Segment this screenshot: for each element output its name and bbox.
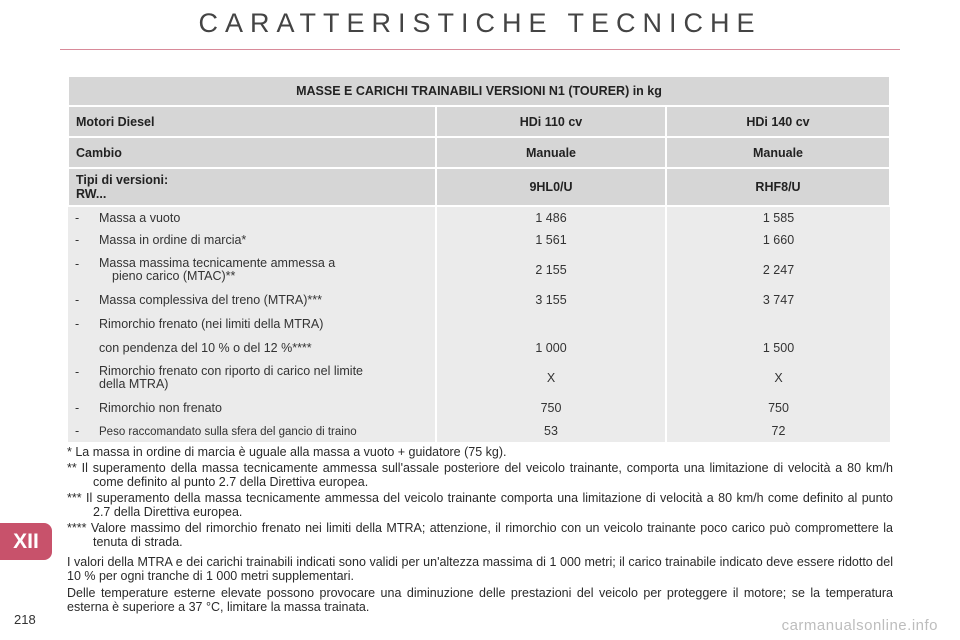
table-row — [68, 288, 890, 312]
row-value-2: 750 — [666, 396, 890, 420]
table-row — [68, 228, 890, 252]
row-label-line2: della MTRA) — [99, 377, 169, 391]
row-dash: - — [75, 365, 80, 379]
versions-label-line2: RW... — [76, 187, 107, 201]
row-value-2: 72 — [666, 420, 890, 442]
footnote-3: *** Il superamento della massa tecnicamente ammessa del veicolo trainante comporta una limitazione di velocità a 80 km/h come definito al punto 2.7 della Direttiva europea. — [67, 491, 893, 519]
row-label: Massa complessiva del treno (MTRA)*** — [99, 293, 322, 307]
row-value-2: 1 585 — [666, 206, 890, 228]
engine-col1: HDi 110 cv — [436, 106, 666, 137]
row-value-1: 1 000 — [436, 336, 666, 360]
row-label-line1: Rimorchio frenato con riporto di carico nel limite — [99, 364, 363, 378]
row-dash: - — [75, 233, 80, 247]
table-row — [68, 420, 890, 442]
row-value-1: 750 — [436, 396, 666, 420]
gearbox-row — [68, 137, 890, 168]
footnote-2: ** Il superamento della massa tecnicamente ammessa sull'assale posteriore del veicolo trainante, comporta una limitazione di velocità a 80 km/h come definito al punto 2.7 della Direttiva europea. — [67, 461, 893, 489]
row-dash: - — [75, 293, 80, 307]
versions-col2: RHF8/U — [666, 168, 890, 206]
gearbox-label: Cambio — [68, 137, 436, 168]
table-row — [68, 360, 890, 396]
row-label-line2: pieno carico (MTAC)** — [112, 269, 236, 283]
page-number: 218 — [14, 612, 36, 627]
table-row — [68, 312, 890, 336]
row-value-2: 1 500 — [666, 336, 890, 360]
table-title-row — [68, 76, 890, 106]
row-dash: - — [75, 424, 80, 438]
gearbox-col2: Manuale — [666, 137, 890, 168]
row-value-1: 3 155 — [436, 288, 666, 312]
footnotes — [67, 445, 893, 614]
row-value-2: 1 660 — [666, 228, 890, 252]
table-row — [68, 252, 890, 288]
row-value-2: X — [666, 360, 890, 396]
row-label: Peso raccomandato sulla sfera del gancio di traino — [99, 426, 357, 438]
row-value-1: 1 561 — [436, 228, 666, 252]
versions-col1: 9HL0/U — [436, 168, 666, 206]
versions-label-line1: Tipi di versioni: — [76, 173, 169, 187]
footnote-4: **** Valore massimo del rimorchio frenato nei limiti della MTRA; attenzione, il rimorchio con un veicolo trainante poco carico può compromettere la tenuta di strada. — [67, 521, 893, 549]
title-divider — [60, 49, 900, 50]
row-value-2: 3 747 — [666, 288, 890, 312]
row-label: con pendenza del 10 % o del 12 %**** — [99, 341, 312, 355]
versions-label — [68, 168, 436, 206]
row-dash: - — [75, 257, 80, 271]
row-value-1: 53 — [436, 420, 666, 442]
paragraph-temperature: Delle temperature esterne elevate possono provocare una diminuzione delle prestazioni del veicolo per proteggere il motore; se la temperatura esterna è superiore a 37 °C, limitare la massa trainata. — [67, 586, 893, 614]
table-row — [68, 396, 890, 420]
spec-table — [67, 75, 891, 442]
watermark: carmanualsonline.info — [781, 617, 938, 634]
row-value-1: X — [436, 360, 666, 396]
paragraph-altitude: I valori della MTRA e dei carichi trainabili indicati sono validi per un'altezza massima di 1 000 metri; il carico trainabile indicato deve essere ridotto del 10 % per ogni tranche di 1 000 metri supplementari. — [67, 555, 893, 583]
gearbox-col1: Manuale — [436, 137, 666, 168]
row-value-1: 2 155 — [436, 252, 666, 288]
row-label: Rimorchio frenato (nei limiti della MTRA) — [99, 317, 324, 331]
row-label: Massa a vuoto — [99, 210, 181, 225]
footnote-1: * La massa in ordine di marcia è uguale alla massa a vuoto + guidatore (75 kg). — [67, 445, 507, 459]
row-label: Rimorchio non frenato — [99, 401, 222, 415]
row-value-1: 1 486 — [436, 206, 666, 228]
table-title: MASSE E CARICHI TRAINABILI VERSIONI N1 (TOURER) in kg — [68, 76, 890, 106]
table-row — [68, 206, 890, 228]
engine-row — [68, 106, 890, 137]
row-dash: - — [75, 401, 80, 415]
engine-col2: HDi 140 cv — [666, 106, 890, 137]
row-label: Massa in ordine di marcia* — [99, 233, 247, 247]
versions-row — [68, 168, 890, 206]
row-label-line1: Massa massima tecnicamente ammessa a — [99, 256, 336, 270]
row-dash: - — [75, 210, 80, 225]
row-dash: - — [75, 317, 80, 331]
engine-label: Motori Diesel — [68, 106, 436, 137]
row-value-2: 2 247 — [666, 252, 890, 288]
chapter-tab[interactable]: XII — [0, 523, 52, 560]
table-row — [68, 336, 890, 360]
page-title: CARATTERISTICHE TECNICHE — [198, 8, 762, 38]
